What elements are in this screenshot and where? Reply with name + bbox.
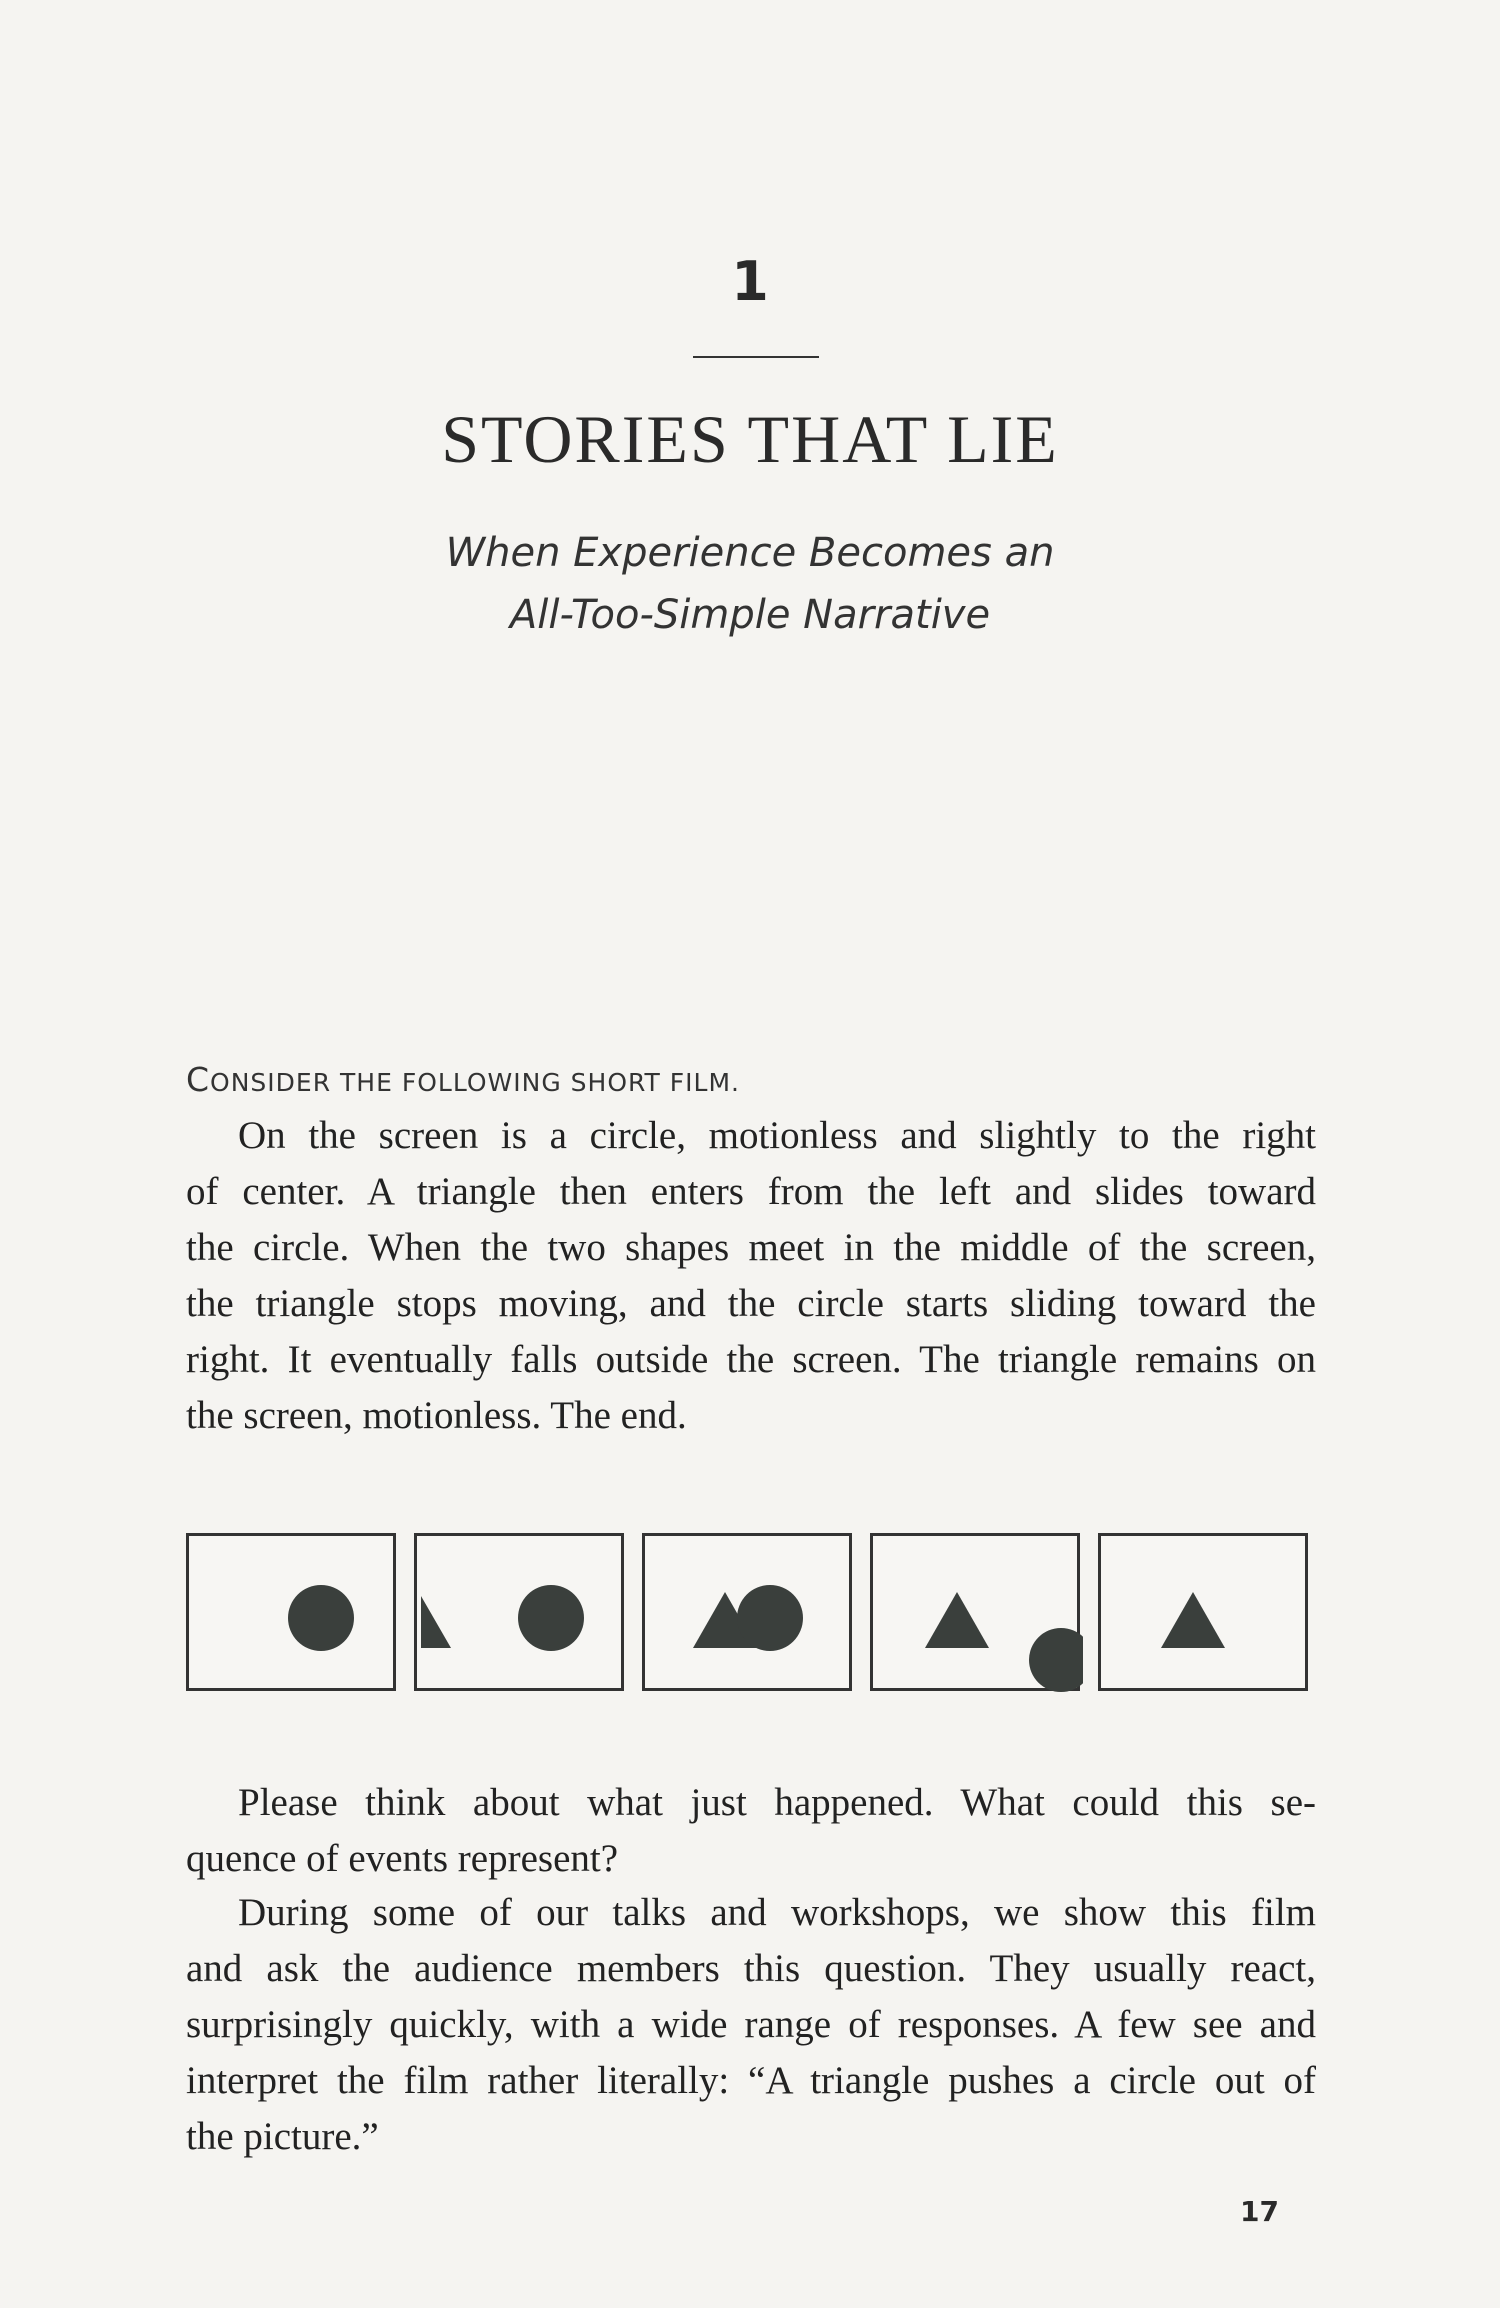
chapter-divider — [693, 356, 819, 358]
film-frame-2 — [414, 1533, 624, 1691]
frame-3-drawing — [645, 1536, 855, 1694]
paragraph-line: the screen, motionless. The end. — [186, 1394, 687, 1437]
circle-shape — [518, 1585, 584, 1651]
film-frame-4 — [870, 1533, 1080, 1691]
circle-shape — [1029, 1628, 1083, 1692]
film-frames-figure — [186, 1533, 1316, 1698]
circle-shape — [737, 1585, 803, 1651]
chapter-subtitle-line-1: When Experience Becomes an — [445, 530, 1055, 576]
paragraph-line: the circle. When the two shapes meet in the middle of the screen, — [186, 1226, 1316, 1269]
paragraph-line: and ask the audience members this question. They usually react, — [186, 1947, 1316, 1990]
paragraph-line: interpret the film rather literally: “A triangle pushes a circle out of — [186, 2059, 1316, 2102]
paragraph-line: right. It eventually falls outside the screen. The triangle remains on — [186, 1338, 1316, 1381]
lead-in-small-caps — [186, 1060, 740, 1099]
frame-4-drawing — [873, 1536, 1083, 1694]
chapter-subtitle-line-2: All-Too-Simple Narrative — [509, 592, 991, 638]
paragraph-line: quence of events represent? — [186, 1837, 619, 1880]
circle-shape — [288, 1585, 354, 1651]
chapter-title: STORIES THAT LIE — [441, 401, 1059, 477]
film-frame-3 — [642, 1533, 852, 1691]
triangle-shape — [421, 1596, 451, 1648]
film-frame-1 — [186, 1533, 396, 1691]
chapter-number: 1 — [731, 250, 769, 313]
paragraph-line: During some of our talks and workshops, we show this film — [238, 1891, 1316, 1934]
paragraph-line: of center. A triangle then enters from the left and slides toward — [186, 1170, 1316, 1213]
paragraph-line: the triangle stops moving, and the circle starts sliding toward the — [186, 1282, 1316, 1325]
paragraph-line: the picture.” — [186, 2115, 379, 2158]
film-frame-5 — [1098, 1533, 1308, 1691]
frame-2-drawing — [417, 1536, 627, 1694]
paragraph-2 — [186, 1775, 1316, 1887]
page-number: 17 — [1240, 2195, 1279, 2228]
lead-first-letter: C — [186, 1060, 211, 1099]
frame-1-drawing — [189, 1536, 399, 1694]
paragraph-3 — [186, 1885, 1316, 2165]
paragraph-line: Please think about what just happened. What could this se- — [238, 1781, 1316, 1824]
paragraph-line: surprisingly quickly, with a wide range of responses. A few see and — [186, 2003, 1316, 2046]
triangle-shape — [1161, 1592, 1225, 1648]
frame-5-drawing — [1101, 1536, 1311, 1694]
lead-rest: ONSIDER THE FOLLOWING SHORT FILM. — [210, 1068, 740, 1097]
triangle-shape — [925, 1592, 989, 1648]
paragraph-1 — [186, 1108, 1316, 1444]
paragraph-line: On the screen is a circle, motionless and slightly to the right — [238, 1114, 1316, 1157]
